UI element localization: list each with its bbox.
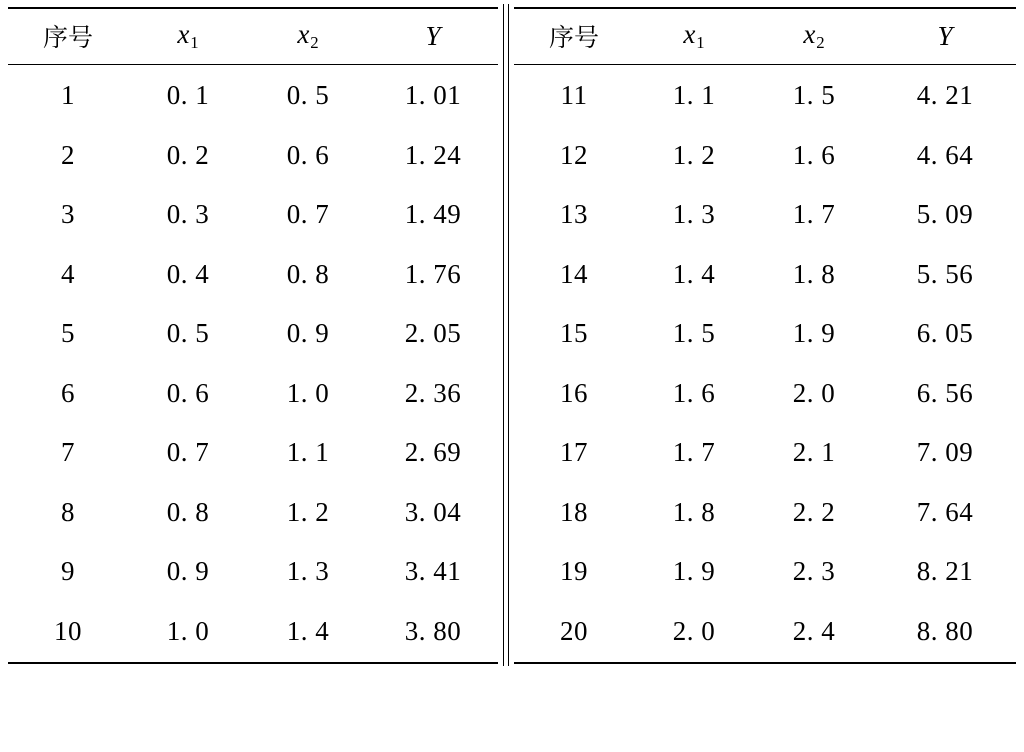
row-divider [498,245,514,305]
cell-x2-right: 2. 1 [792,437,836,468]
cell-x2-left: 1. 3 [286,556,330,587]
cell-y-right: 8. 21 [916,556,974,587]
cell-x1-right: 2. 0 [672,615,716,646]
row-divider [498,185,514,245]
table-header-row [8,9,1016,63]
table-row [8,542,1016,602]
cell-x1-right: 1. 4 [672,258,716,289]
cell-x1-right: 1. 5 [672,318,716,349]
cell-y-left: 2. 05 [404,318,462,349]
cell-index-left: 3 [61,199,75,230]
cell-x2-right: 1. 7 [792,199,836,230]
table-column-divider [498,9,514,63]
cell-y-left: 3. 80 [404,615,462,646]
header-x1-left-label: $x_1$ [177,19,199,52]
cell-index-right: 15 [560,318,588,349]
header-x2-right [754,9,874,63]
cell-index-right: 13 [560,199,588,230]
cell-x1-left: 0. 4 [166,258,210,289]
cell-x1-left: 0. 8 [166,496,210,527]
header-x1-left [128,9,248,63]
cell-index-left: 9 [61,556,75,587]
cell-x1-right: 1. 8 [672,496,716,527]
cell-index-right: 18 [560,496,588,527]
cell-x1-left: 1. 0 [166,615,210,646]
header-y-left [368,9,498,63]
header-x1-right-label: $x_1$ [683,19,705,52]
table-row [8,364,1016,424]
cell-index-left: 2 [61,139,75,170]
cell-index-right: 14 [560,258,588,289]
cell-x1-right: 1. 7 [672,437,716,468]
cell-x1-left: 0. 2 [166,139,210,170]
table-row [8,602,1016,662]
cell-x2-left: 1. 4 [286,615,330,646]
cell-x2-right: 2. 4 [792,615,836,646]
header-index-right [514,9,634,63]
cell-x2-right: 2. 0 [792,377,836,408]
header-y-left-label: Y [425,20,441,51]
cell-x1-left: 0. 9 [166,556,210,587]
cell-y-right: 6. 56 [916,377,974,408]
cell-x1-left: 0. 6 [166,377,210,408]
table-bottom-rule [8,661,1016,664]
cell-index-right: 16 [560,377,588,408]
cell-x1-right: 1. 1 [672,80,716,111]
cell-index-left: 4 [61,258,75,289]
table-row [8,185,1016,245]
cell-x2-left: 1. 2 [286,496,330,527]
cell-y-left: 3. 04 [404,496,462,527]
cell-x1-left: 0. 7 [166,437,210,468]
cell-x2-right: 1. 6 [792,139,836,170]
row-divider [498,304,514,364]
header-y-right-label: Y [937,20,953,51]
cell-x2-left: 1. 1 [286,437,330,468]
cell-x1-right: 1. 6 [672,377,716,408]
cell-y-left: 1. 24 [404,139,462,170]
header-x2-left [248,9,368,63]
table-row [8,126,1016,186]
cell-y-right: 4. 64 [916,139,974,170]
data-table-container [8,6,1016,664]
cell-index-right: 19 [560,556,588,587]
cell-x2-right: 2. 2 [792,496,836,527]
cell-y-left: 1. 01 [404,80,462,111]
cell-y-left: 2. 69 [404,437,462,468]
header-x2-right-label: $x_2$ [803,19,825,52]
cell-y-left: 1. 76 [404,258,462,289]
cell-index-left: 8 [61,496,75,527]
cell-y-right: 8. 80 [916,615,974,646]
cell-index-left: 7 [61,437,75,468]
cell-y-left: 3. 41 [404,556,462,587]
cell-y-left: 1. 49 [404,199,462,230]
cell-y-right: 4. 21 [916,80,974,111]
cell-x1-left: 0. 1 [166,80,210,111]
cell-index-left: 10 [54,615,82,646]
header-x2-left-label: $x_2$ [297,19,319,52]
row-divider [498,602,514,662]
row-divider [498,364,514,424]
cell-x2-left: 0. 5 [286,80,330,111]
cell-x2-left: 0. 7 [286,199,330,230]
cell-x2-right: 2. 3 [792,556,836,587]
cell-y-right: 7. 64 [916,496,974,527]
row-divider [498,66,514,126]
cell-index-left: 1 [61,80,75,111]
cell-x2-right: 1. 5 [792,80,836,111]
header-index-right-label: 序号 [548,23,599,52]
cell-x1-right: 1. 3 [672,199,716,230]
header-y-right [874,9,1016,63]
table-row [8,66,1016,126]
cell-x2-right: 1. 9 [792,318,836,349]
cell-x2-left: 0. 8 [286,258,330,289]
cell-x2-left: 0. 9 [286,318,330,349]
data-table [8,6,1016,664]
cell-index-left: 5 [61,318,75,349]
row-divider [498,423,514,483]
cell-x2-left: 0. 6 [286,139,330,170]
cell-x1-right: 1. 2 [672,139,716,170]
table-row [8,423,1016,483]
cell-index-right: 12 [560,139,588,170]
cell-index-left: 6 [61,377,75,408]
table-row [8,304,1016,364]
table-row [8,245,1016,305]
header-index-left-label: 序号 [42,23,93,52]
cell-x2-right: 1. 8 [792,258,836,289]
row-divider [498,126,514,186]
header-index-left [8,9,128,63]
cell-x1-left: 0. 3 [166,199,210,230]
cell-y-left: 2. 36 [404,377,462,408]
row-divider [498,483,514,543]
cell-index-right: 17 [560,437,588,468]
cell-y-right: 6. 05 [916,318,974,349]
table-row [8,483,1016,543]
cell-y-right: 5. 56 [916,258,974,289]
cell-x1-left: 0. 5 [166,318,210,349]
header-x1-right [634,9,754,63]
cell-y-right: 7. 09 [916,437,974,468]
cell-x1-right: 1. 9 [672,556,716,587]
cell-x2-left: 1. 0 [286,377,330,408]
cell-index-right: 11 [560,80,588,111]
cell-y-right: 5. 09 [916,199,974,230]
row-divider [498,542,514,602]
cell-index-right: 20 [560,615,588,646]
